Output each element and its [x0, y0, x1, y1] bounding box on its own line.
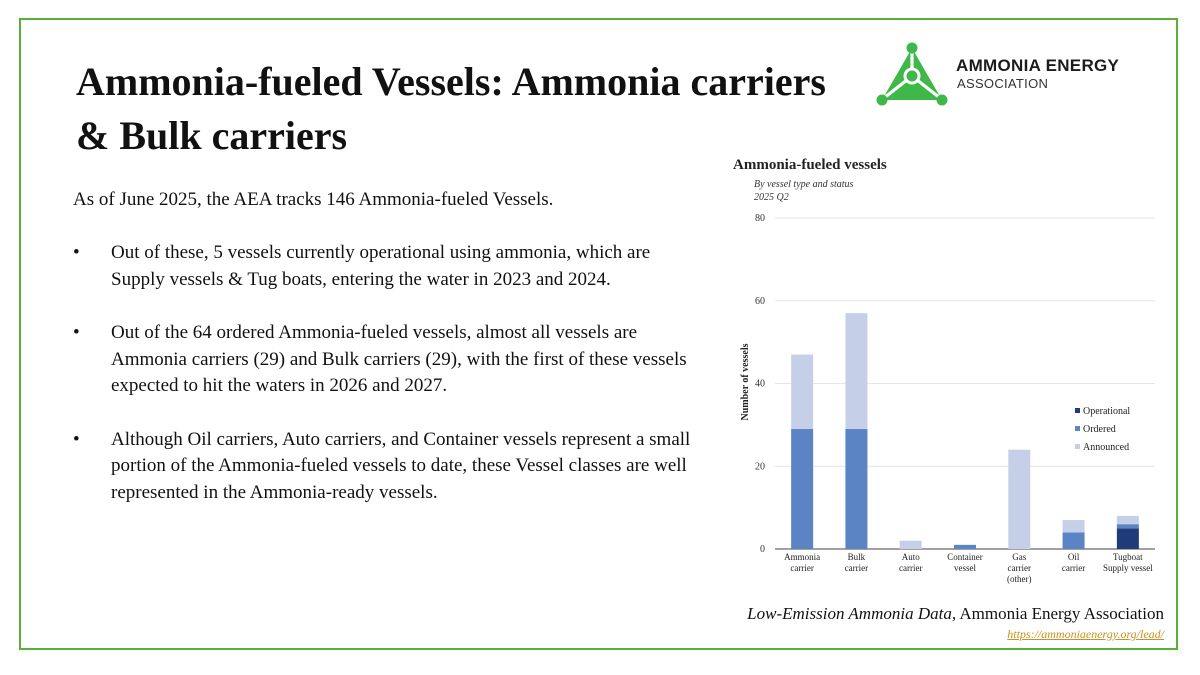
y-axis-label: Number of vessels — [740, 343, 751, 421]
x-tick-label — [1007, 552, 1031, 584]
aea-logo — [876, 42, 1146, 108]
bullet-dot: • — [73, 242, 80, 263]
x-tick-label — [845, 552, 868, 573]
legend-label: Announced — [1083, 442, 1130, 453]
bar-segment — [845, 313, 867, 429]
x-tick-label — [784, 552, 820, 573]
slide-title: Ammonia-fueled Vessels: Ammonia carriers & Bulk carriers — [76, 59, 826, 158]
bullet-dot: • — [73, 428, 80, 450]
source-italic: Low-Emission Ammonia Data, — [747, 604, 957, 623]
logo-line2: ASSOCIATION — [957, 76, 1049, 91]
chart-subtitle: By vessel type and status — [754, 179, 854, 190]
source-link[interactable]: https://ammoniaenergy.org/lead/ — [1007, 627, 1164, 641]
x-tick-line: Auto — [901, 552, 920, 562]
legend-swatch — [1075, 408, 1080, 413]
x-tick-line: Bulk — [847, 552, 866, 562]
x-tick-line: Oil — [1067, 552, 1080, 562]
chart-title: Ammonia-fueled vessels — [733, 157, 887, 173]
bar-segment — [900, 541, 922, 549]
x-tick-line: Gas — [1012, 552, 1027, 562]
bar-segment — [1063, 520, 1085, 532]
ammonia-molecule-icon — [876, 42, 948, 108]
chart-period: 2025 Q2 — [754, 192, 789, 203]
bullet-text: Out of the 64 ordered Ammonia-fueled vessels, almost all vessels are Ammonia carriers (29) and Bulk carriers (29), with the first of these vessels expected to hit the waters in 2026 and 2027. — [111, 322, 687, 396]
y-tick-label: 80 — [755, 213, 765, 224]
bar-segment — [845, 429, 867, 549]
legend-label: Operational — [1083, 406, 1131, 417]
bar-segment — [954, 545, 976, 549]
bullet-dot: • — [73, 322, 80, 343]
logo-line1: AMMONIA ENERGY — [956, 56, 1120, 75]
bar-segment — [791, 355, 813, 429]
x-tick-line: Container — [947, 552, 983, 562]
bullet-item — [73, 427, 693, 507]
x-tick-line: Tugboat — [1113, 552, 1143, 562]
legend-label: Ordered — [1083, 424, 1116, 435]
bar-segment — [1117, 528, 1139, 549]
x-tick-line: (other) — [1007, 574, 1032, 584]
vessels-chart — [725, 150, 1165, 595]
bar-segment — [1117, 516, 1139, 524]
bar-segment — [1008, 450, 1030, 549]
legend-swatch — [1075, 426, 1080, 431]
source-rest: Ammonia Energy Association — [956, 604, 1164, 623]
x-tick-line: carrier — [844, 563, 869, 573]
intro-text: As of June 2025, the AEA tracks 146 Ammonia-fueled Vessels. — [73, 189, 554, 210]
x-tick-line: Ammonia — [784, 552, 821, 562]
bullet-text: Although Oil carriers, Auto carriers, and Container vessels represent a small portion of the Ammonia-fueled vessels to date, these Vessel classes are well represented in the Ammonia-ready vessels. — [111, 428, 691, 503]
y-tick-label: 20 — [755, 461, 765, 473]
legend-swatch — [1075, 444, 1080, 449]
bullet-list — [73, 240, 693, 533]
bullet-item — [73, 240, 693, 293]
x-tick-label — [1103, 552, 1153, 573]
x-tick-line: carrier — [1007, 563, 1032, 573]
x-tick-line: Supply vessel — [1102, 563, 1153, 573]
bar-segment — [1063, 532, 1085, 549]
bar-segment — [1117, 524, 1139, 528]
x-tick-line: carrier — [790, 563, 814, 573]
x-tick-label — [947, 552, 983, 573]
x-tick-line: carrier — [1061, 563, 1086, 573]
bullet-item — [73, 320, 693, 400]
x-tick-line: carrier — [898, 563, 923, 573]
source-citation — [747, 604, 1164, 624]
x-tick-label — [1062, 552, 1085, 573]
y-tick-label: 60 — [755, 295, 765, 307]
bullet-text: Out of these, 5 vessels currently operational using ammonia, which are Supply vessels & Tug boats, entering the water in 2023 and 2024. — [111, 242, 651, 290]
bar-segment — [791, 429, 813, 549]
y-tick-label: 40 — [755, 378, 765, 390]
x-tick-label — [899, 552, 922, 573]
x-tick-line: vessel — [954, 563, 976, 573]
y-tick-label: 0 — [760, 544, 765, 555]
